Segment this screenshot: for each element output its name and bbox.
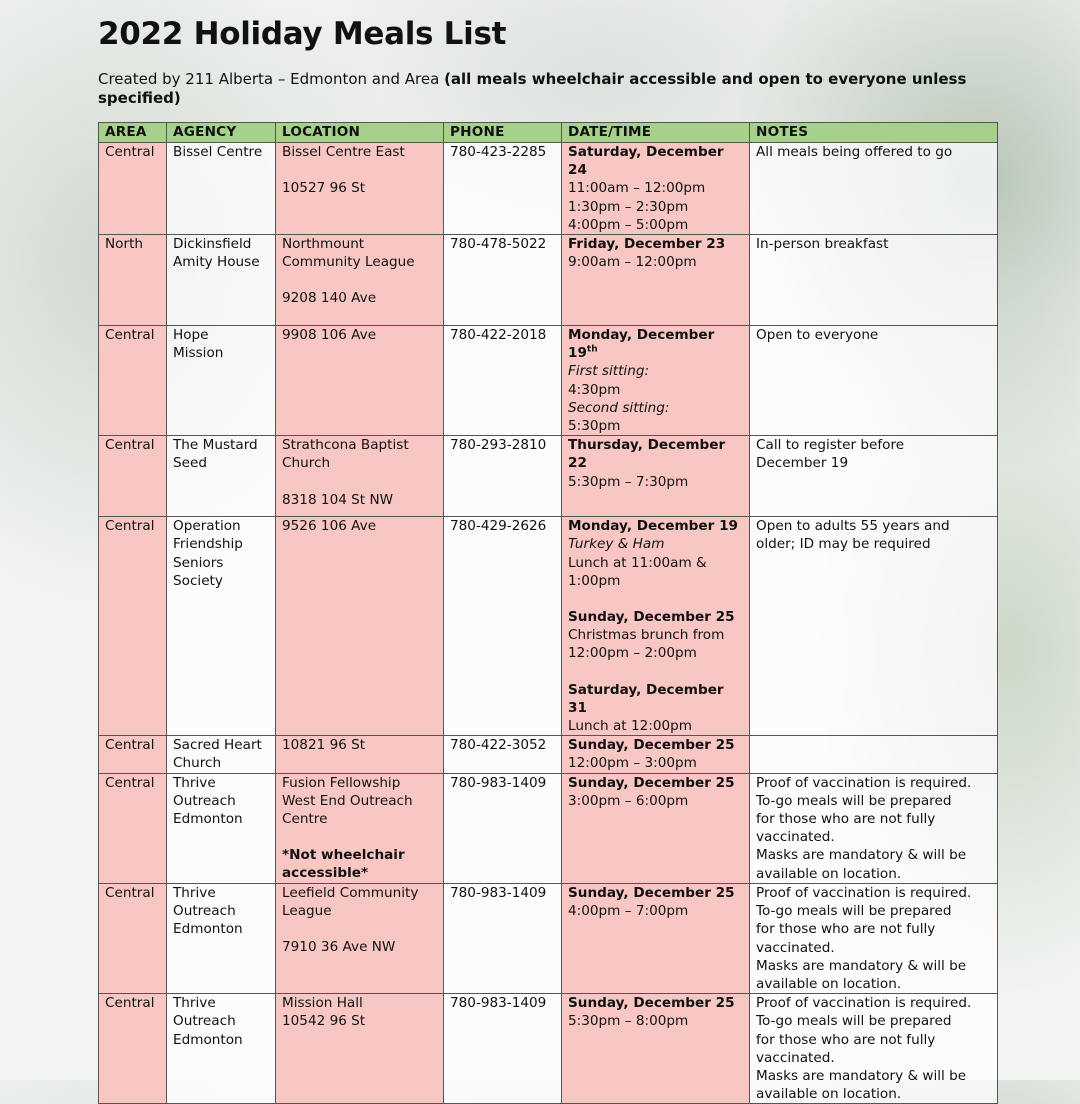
location-line: 10821 96 St	[282, 737, 366, 754]
table-row	[99, 326, 998, 436]
date-line: 19th	[568, 344, 598, 362]
date-line: 4:00pm – 7:00pm	[568, 903, 689, 920]
phone-text: 780-429-2626	[450, 518, 547, 535]
date-suffix: th	[586, 344, 598, 355]
location-line: Northmount	[282, 236, 365, 253]
area-text: Central	[105, 737, 155, 754]
date-line: 5:30pm	[568, 418, 621, 435]
table-row	[99, 773, 998, 883]
cell-location	[276, 994, 444, 1104]
location-line	[282, 920, 437, 938]
phone-text: 780-983-1409	[450, 995, 547, 1012]
cell-date-time	[562, 517, 750, 736]
cell-phone	[444, 883, 562, 993]
header-location: LOCATION	[276, 123, 444, 143]
cell-area	[99, 736, 167, 773]
location-line: 8318 104 St NW	[282, 491, 394, 508]
table-row	[99, 736, 998, 773]
location-line	[282, 828, 437, 846]
agency-line: Church	[173, 755, 222, 772]
date-line: 1:00pm	[568, 572, 621, 589]
header-date-time: DATE/TIME	[562, 123, 750, 143]
notes-line: In-person breakfast	[756, 236, 889, 253]
table-row	[99, 436, 998, 517]
notes-line: Call to register before	[756, 437, 905, 454]
table-row	[99, 143, 998, 235]
date-line: 1:30pm – 2:30pm	[568, 198, 689, 215]
date-line: Lunch at 12:00pm	[568, 718, 693, 735]
date-line: Sunday, December 25	[568, 774, 735, 791]
cell-location	[276, 436, 444, 517]
cell-notes	[750, 736, 998, 773]
cell-area	[99, 994, 167, 1104]
area-text: Central	[105, 774, 155, 791]
notes-line: Masks are mandatory & will be	[756, 847, 967, 864]
phone-text: 780-293-2810	[450, 437, 547, 454]
cell-agency	[167, 436, 276, 517]
notes-line: for those who are not fully	[756, 921, 936, 938]
agency-line: Outreach	[173, 1013, 236, 1030]
date-line: Thursday, December	[568, 437, 726, 454]
notes-line: Proof of vaccination is required.	[756, 995, 972, 1012]
notes-line: for those who are not fully	[756, 1031, 936, 1048]
agency-line: Edmonton	[173, 921, 243, 938]
notes-line: vaccinated.	[756, 939, 835, 956]
notes-line: available on location.	[756, 1086, 902, 1103]
subtitle-bold: (all meals wheelchair accessible and open to everyone unless specified)	[98, 70, 967, 107]
notes-line: Masks are mandatory & will be	[756, 1067, 967, 1084]
date-line: Sunday, December 25	[568, 995, 735, 1012]
date-line: 4:00pm – 5:00pm	[568, 216, 689, 233]
location-line: accessible*	[282, 865, 369, 882]
agency-line: Operation	[173, 518, 241, 535]
notes-line: Open to adults 55 years and	[756, 518, 950, 535]
date-line: Lunch at 11:00am &	[568, 554, 707, 571]
area-text: Central	[105, 437, 155, 454]
agency-line: Outreach	[173, 903, 236, 920]
cell-area	[99, 517, 167, 736]
cell-date-time	[562, 736, 750, 773]
phone-text: 780-983-1409	[450, 774, 547, 791]
table-row	[99, 994, 998, 1104]
header-agency: AGENCY	[167, 123, 276, 143]
date-line: Sunday, December 25	[568, 737, 735, 754]
date-line: Monday, December	[568, 327, 715, 344]
location-line: Fusion Fellowship	[282, 774, 401, 791]
table-row	[99, 517, 998, 736]
cell-area	[99, 883, 167, 993]
cell-date-time	[562, 326, 750, 436]
cell-agency	[167, 517, 276, 736]
area-text: Central	[105, 144, 155, 160]
notes-line: available on location.	[756, 975, 902, 992]
location-line	[282, 161, 437, 179]
cell-notes	[750, 235, 998, 326]
notes-line: available on location.	[756, 865, 902, 882]
table-row	[99, 883, 998, 993]
cell-date-time	[562, 883, 750, 993]
notes-line: vaccinated.	[756, 1049, 835, 1066]
location-line: Community League	[282, 254, 415, 271]
page-subtitle	[98, 70, 978, 108]
notes-line: All meals being offered to go	[756, 144, 953, 160]
cell-phone	[444, 736, 562, 773]
cell-location	[276, 883, 444, 993]
cell-phone	[444, 235, 562, 326]
cell-phone	[444, 143, 562, 235]
notes-line: Proof of vaccination is required.	[756, 884, 972, 901]
agency-line: Thrive	[173, 774, 216, 791]
agency-line: The Mustard	[173, 437, 258, 454]
location-line: Church	[282, 455, 331, 472]
location-line: 9208 140 Ave	[282, 290, 377, 307]
cell-location	[276, 143, 444, 235]
cell-area	[99, 436, 167, 517]
cell-location	[276, 736, 444, 773]
agency-line: Seed	[173, 455, 207, 472]
cell-notes	[750, 773, 998, 883]
notes-line: older; ID may be required	[756, 536, 931, 553]
location-line: Bissel Centre East	[282, 144, 405, 160]
agency-line: Edmonton	[173, 811, 243, 828]
date-line: 12:00pm – 2:00pm	[568, 645, 697, 662]
agency-line: Amity House	[173, 254, 260, 271]
table-row	[99, 235, 998, 326]
notes-line: Proof of vaccination is required.	[756, 774, 972, 791]
location-line: 10542 96 St	[282, 1013, 366, 1030]
cell-notes	[750, 517, 998, 736]
cell-phone	[444, 517, 562, 736]
cell-location	[276, 235, 444, 326]
phone-text: 780-422-2018	[450, 327, 547, 344]
date-line: Friday, December 23	[568, 236, 726, 253]
agency-line: Hope	[173, 327, 209, 344]
date-line: Second sitting:	[568, 399, 670, 416]
table-body	[99, 143, 998, 1104]
date-line: 11:00am – 12:00pm	[568, 180, 706, 197]
cell-date-time	[562, 773, 750, 883]
cell-agency	[167, 883, 276, 993]
cell-agency	[167, 994, 276, 1104]
cell-agency	[167, 326, 276, 436]
notes-line: To-go meals will be prepared	[756, 903, 952, 920]
date-line: Monday, December 19	[568, 518, 738, 535]
cell-date-time	[562, 143, 750, 235]
agency-line: Mission	[173, 345, 224, 362]
location-line: West End Outreach	[282, 792, 413, 809]
cell-phone	[444, 326, 562, 436]
date-line: 5:30pm – 7:30pm	[568, 473, 689, 490]
cell-date-time	[562, 994, 750, 1104]
area-text: Central	[105, 884, 155, 901]
area-text: Central	[105, 518, 155, 535]
agency-line: Seniors	[173, 554, 224, 571]
date-line: Turkey & Ham	[568, 536, 665, 553]
cell-phone	[444, 994, 562, 1104]
location-line	[282, 473, 437, 491]
location-line: 7910 36 Ave NW	[282, 939, 396, 956]
cell-notes	[750, 436, 998, 517]
agency-line: Dickinsfield	[173, 236, 252, 253]
agency-line: Society	[173, 572, 223, 589]
date-line: Sunday, December 25	[568, 609, 735, 626]
cell-phone	[444, 436, 562, 517]
cell-area	[99, 143, 167, 235]
phone-text: 780-983-1409	[450, 884, 547, 901]
subtitle-plain: Created by 211 Alberta – Edmonton and Area	[98, 70, 445, 88]
agency-line: Sacred Heart	[173, 737, 262, 754]
agency-line: Thrive	[173, 995, 216, 1012]
location-line: 9526 106 Ave	[282, 518, 377, 535]
location-line: Strathcona Baptist	[282, 437, 409, 454]
area-text: Central	[105, 995, 155, 1012]
agency-line: Outreach	[173, 792, 236, 809]
date-line	[568, 663, 743, 681]
phone-text: 780-478-5022	[450, 236, 547, 253]
date-line: 3:00pm – 6:00pm	[568, 792, 689, 809]
location-line: 9908 106 Ave	[282, 327, 377, 344]
date-line: Saturday, December 24	[568, 144, 724, 179]
cell-location	[276, 326, 444, 436]
date-line: 22	[568, 455, 587, 472]
location-line: Leefield Community	[282, 884, 419, 901]
table-header-row	[99, 123, 998, 143]
agency-line: Edmonton	[173, 1031, 243, 1048]
page-title: 2022 Holiday Meals List	[98, 16, 507, 52]
phone-text: 780-422-3052	[450, 737, 547, 754]
cell-agency	[167, 773, 276, 883]
header-notes: NOTES	[750, 123, 998, 143]
date-line: 9:00am – 12:00pm	[568, 254, 697, 271]
cell-location	[276, 517, 444, 736]
phone-text: 780-423-2285	[450, 144, 547, 160]
meals-table	[98, 122, 998, 1104]
notes-line: vaccinated.	[756, 829, 835, 846]
cell-date-time	[562, 235, 750, 326]
cell-area	[99, 326, 167, 436]
date-line: 4:30pm	[568, 381, 621, 398]
notes-line: Open to everyone	[756, 327, 879, 344]
cell-notes	[750, 994, 998, 1104]
date-line: 12:00pm – 3:00pm	[568, 755, 697, 772]
date-line	[568, 590, 743, 608]
cell-notes	[750, 883, 998, 993]
notes-line: To-go meals will be prepared	[756, 1013, 952, 1030]
cell-area	[99, 235, 167, 326]
area-text: North	[105, 236, 144, 253]
location-line: *Not wheelchair	[282, 847, 405, 864]
agency-line: Friendship	[173, 536, 243, 553]
location-line	[282, 271, 437, 289]
cell-agency	[167, 143, 276, 235]
notes-line: December 19	[756, 455, 849, 472]
notes-line: To-go meals will be prepared	[756, 792, 952, 809]
location-line: League	[282, 903, 332, 920]
agency-line: Thrive	[173, 884, 216, 901]
notes-line: Masks are mandatory & will be	[756, 957, 967, 974]
date-line: 5:30pm – 8:00pm	[568, 1013, 689, 1030]
header-phone: PHONE	[444, 123, 562, 143]
cell-area	[99, 773, 167, 883]
location-line: Mission Hall	[282, 995, 363, 1012]
cell-phone	[444, 773, 562, 883]
agency-line: Bissel Centre	[173, 144, 263, 160]
date-line: Saturday, December 31	[568, 681, 724, 716]
location-line: Centre	[282, 811, 328, 828]
cell-agency	[167, 235, 276, 326]
cell-agency	[167, 736, 276, 773]
location-line: 10527 96 St	[282, 180, 366, 197]
area-text: Central	[105, 327, 155, 344]
cell-date-time	[562, 436, 750, 517]
cell-location	[276, 773, 444, 883]
header-area: AREA	[99, 123, 167, 143]
notes-line: for those who are not fully	[756, 811, 936, 828]
cell-notes	[750, 143, 998, 235]
cell-notes	[750, 326, 998, 436]
date-line: First sitting:	[568, 363, 650, 380]
date-line: Sunday, December 25	[568, 884, 735, 901]
date-line: Christmas brunch from	[568, 627, 725, 644]
